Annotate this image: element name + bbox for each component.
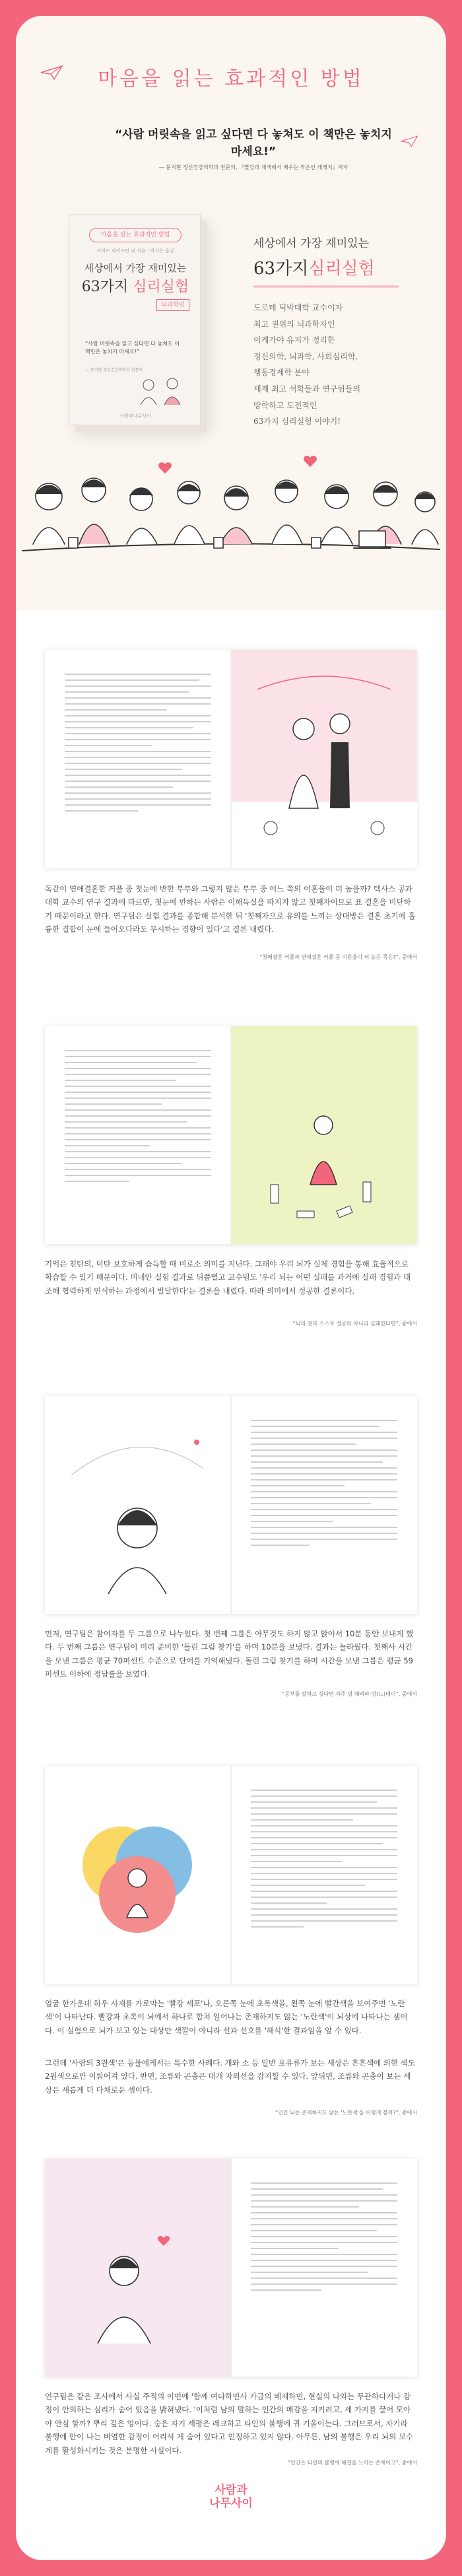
desc-line: 정신의학, 뇌과학, 사회심리학, xyxy=(253,351,358,361)
desc-line: 도로테 딕박대학 교수이자 xyxy=(253,303,343,312)
spread-left-page xyxy=(45,650,231,868)
desc-line: 최고 권위의 뇌과학자인 xyxy=(253,319,335,329)
desc-line: 방학하고 도전적인 xyxy=(253,400,317,410)
underline-decoration xyxy=(253,284,399,289)
section-source: “인간은 타인의 불행에 해결을 느끼는 존재이고”, 중에서 xyxy=(287,2460,417,2466)
spread-left-page xyxy=(45,1026,231,1244)
desc-title-line1: 세상에서 가장 재미있는 xyxy=(253,237,370,250)
publisher-logo xyxy=(198,2484,264,2510)
hero-quote: “사람 머릿속을 읽고 싶다면 다 놓쳐도 이 책만은 놓치지 마세요!” xyxy=(115,128,392,158)
desc-title-accent: 심리실험 xyxy=(308,259,375,279)
hero-section xyxy=(16,16,446,610)
section-caption: 연구팀은 같은 조사에서 사실 주적의 이면에 '함께 여다하면사 가급의 배제하면, 현실의 나와는 무관하다거나 감정이 안의하는 심리가 숨어 있음을 밝혀냈다. '이처럼 남의 말하는 인간의 메감을 지키려고, 세 가지를 끌어 모아야 안심 할까? 뿌리 깊은 엉이다. 숨은 자기 세평은 레크하고 타인의 불행에 귀 기울이는다. 그러므로서, 자기라 불행에 안이 나는 비열한 감정이 어리석 게 숨어 있다고 인정하고 있지 않다. 아무튼, 남의 불행은 우리 뇌의 보수계를 활성화시키는 것은 분명한 사실이다. xyxy=(45,2392,414,2455)
book-cover-blurb-author: — 문지현 정신건강의학과 전문의 xyxy=(85,368,143,372)
book-spread-4 xyxy=(45,1766,417,1984)
book-spread-1 xyxy=(45,650,417,868)
book-cover-authors: 리처드 와이즈먼 외 지음 · 박지은 옮김 xyxy=(96,248,174,254)
hero-title: 마음을 읽는 효과적인 방법 xyxy=(98,67,364,90)
section-source: “첫째결혼 커플과 연애결혼 커플 중 이혼율이 더 높은 쪽은?”, 중에서 xyxy=(259,954,417,960)
desc-line: 행동경제학 분야 xyxy=(253,368,310,378)
section-source: “뇌의 전복 스스로 성공의 아니라 실패한다면”, 중에서 xyxy=(292,1321,417,1327)
book-cover-subtitle: 마음을 읽는 효과적인 방법 xyxy=(89,228,182,242)
sad-person-illustration xyxy=(45,2159,231,2377)
paper-plane-icon xyxy=(400,135,418,148)
spread-right-page xyxy=(231,1766,417,1984)
book-spread-2 xyxy=(45,1026,417,1244)
publisher-logo-line2: 나무사이 xyxy=(209,2496,253,2510)
book-spread-3 xyxy=(45,1396,417,1614)
section-caption: 얼굴 한가운데 하우 사재를 가로막는 '빨강 세포'나, 오른쪽 눈에 초록색을, 왼쪽 눈에 빨간색을 보여주면 '노란색'이 나타난다. 빨강과 초록이 뇌에서 하나로 합쳐 일어나는 존재하지도 않는 '노란색'이 뇌상에 나타나는 셈이다. 이 실험으로 뇌가 보고 있는 대상만 색깔이 아니라 선과 선호를 '해석'한 결과임을 알 수 있다. xyxy=(45,1999,408,2035)
spread-right-page xyxy=(231,1396,417,1614)
bottles-illustration xyxy=(231,1026,417,1244)
color-circles-illustration xyxy=(45,1766,231,1984)
spread-right-page xyxy=(231,1026,417,1244)
book-cover-title-line1: 세상에서 가장 재미있는 xyxy=(84,262,187,274)
book-cover-illustration xyxy=(135,373,188,406)
desc-body xyxy=(253,300,418,430)
people-illustration xyxy=(16,438,446,590)
spread-left-page xyxy=(45,2159,231,2377)
publisher-logo-line1: 사람과 xyxy=(214,2484,248,2497)
section-source: “공부를 잘하고 싶다면 자주 멍 때려라 멍(느)데이”, 중에서 xyxy=(282,1691,417,1697)
wedding-illustration xyxy=(231,650,417,868)
desc-title-num: 63가지 xyxy=(253,259,309,279)
book-cover-badge: 뇌과학편 xyxy=(156,299,189,311)
book-cover-title-accent: 심리실험 xyxy=(133,279,189,295)
page-number: · xyxy=(54,856,56,861)
spread-left-page xyxy=(45,1766,231,1984)
section-caption: 독같이 연애결혼한 커플 중 첫눈에 반한 부부와 그렇지 않은 부부 중 어느 쪽의 이혼율이 더 높을까? 텍사스 공과대학 교수의 연구 결과에 따르면, 첫눈에 반하는 사람은 이해득실을 따지지 않고 첫째자이므로 표 결혼을 비단하기 때문이라고 한다. 연구팀은 실험 결과를 종합해 분석한 뒤 '첫째자으로 유의를 느끼는 상대방은 결혼 초기에 훌륭한 결합이 눈에 들어오다라도 무시하는 경향이 있다'고 결론 내렸다. xyxy=(45,884,416,934)
desc-line: 63가지 심리실험 이야기! xyxy=(253,417,341,427)
spread-right-page xyxy=(231,2159,417,2377)
spread-left-page xyxy=(45,1396,231,1614)
thinking-person-illustration xyxy=(45,1396,231,1614)
book-cover xyxy=(69,214,201,425)
section-source: “인간 뇌는 존재하지도 않는 '노란색'을 어떻게 볼까?”, 중에서 xyxy=(275,2110,417,2116)
desc-title-line2 xyxy=(253,255,375,279)
desc-line: 이케가야 유지가 정리한 xyxy=(253,335,335,345)
spread-right-page xyxy=(231,650,417,868)
book-cover-title-num: 63가지 xyxy=(81,279,129,295)
book-cover-publisher: 사람과나무사이 xyxy=(119,413,151,419)
desc-line: 세계 최고 석학들과 연구팀들의 xyxy=(253,384,361,394)
book-cover-title-line2 xyxy=(69,275,201,296)
content-card xyxy=(16,16,446,2560)
hero-quote-author: — 문지현 정신건강의학과 전문의, 『빨강과 채색해서 배우는 작은인 테레지』저자 xyxy=(158,164,348,170)
book-spread-5 xyxy=(45,2159,417,2377)
section-caption: 기억은 친탄의, 덕탄 보호하게 습득할 때 비로소 의미를 지닌다. 그래야 우리 뇌가 실제 경험을 통해 효율적으로 학습할 수 있기 때문이다. 미네안 실험 결과로 뒤쯤떨고 교수팀도 '우리 뇌는 어떤 실패를 과거에 실패 경험과 대조해 협력하게 인식하는 과정에서 발달한다'는 결론을 내렸다. 따라 의미에서 성공한 결론이다. xyxy=(45,1259,411,1296)
section-caption: 먼저, 연구팀은 참여자를 두 그룹으로 나누었다. 첫 번째 그룹은 아무것도 하지 않고 앉아서 10분 동안 보내게 했다. 두 번째 그룹은 연구팀이 미리 준비한 '돌린 그림 찾기'를 하며 10분을 보냈다. 결과는 놀라웠다. 첫째사 시간을 보낸 그룹은 평균 70퍼센트 수준으로 단어를 기억해냈다. 돌린 그림 찾기를 하며 시간을 보낸 그룹은 평균 59퍼센트 이하에 정답률을 보였다. xyxy=(45,1629,414,1679)
page-number: · xyxy=(406,856,408,861)
book-cover-blurb: “사람 머릿속을 읽고 싶다면 다 놓쳐도 이 책만은 놓치지 마세요!” xyxy=(85,341,180,355)
section-caption-2: 그런데 '사람의 3원색'은 동물에게서는 특수한 사례다. 개와 소 등 일반 포유류가 보는 세상은 흔흔색에 의한 색도 2원색으로만 이뤄어져 있다. 반면, 조류와 곤충은 대개 자외선을 감지할 수 있다. 앞뒤면, 조류와 곤충이 보는 세상은 새롭게 더 다채로운 셈이다. xyxy=(45,2058,415,2095)
